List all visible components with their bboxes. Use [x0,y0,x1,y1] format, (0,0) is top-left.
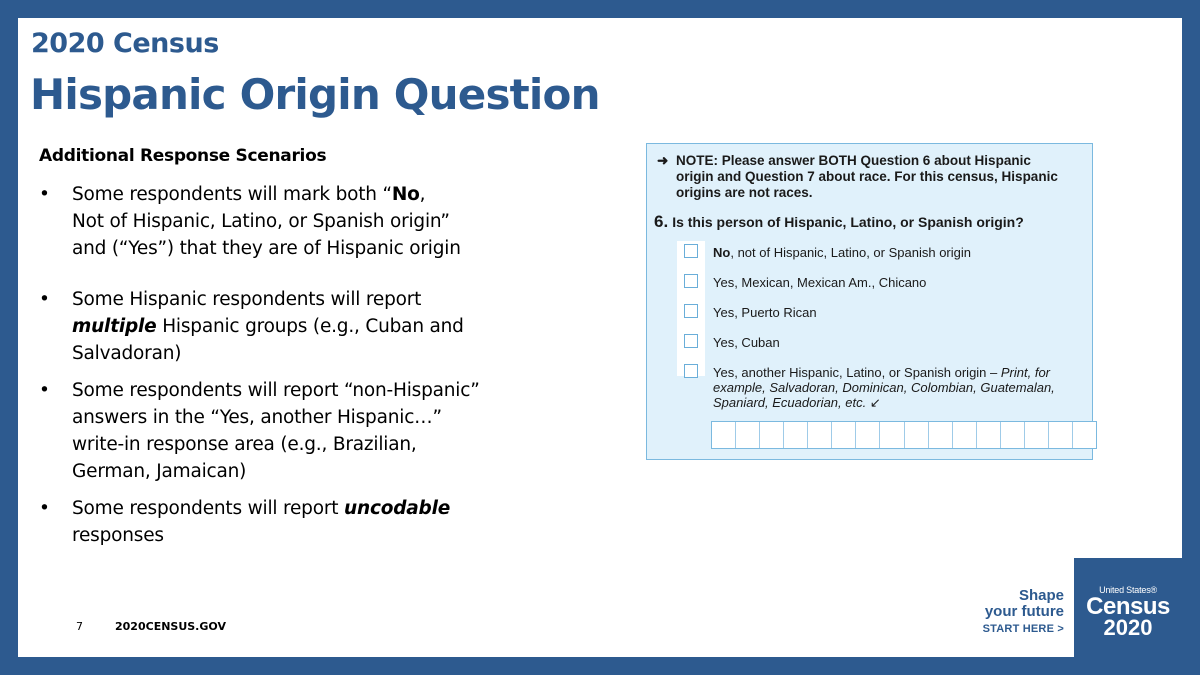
bullet-item [39,181,559,262]
write-in-cell[interactable] [905,422,929,448]
option-label [713,275,926,290]
option-label [713,365,1055,410]
option-no[interactable] [677,241,1087,271]
checkbox[interactable] [684,304,698,318]
section-heading: Additional Response Scenarios [39,146,327,166]
option-label-italic: Print, for [1000,365,1050,380]
tagline-line: your future [984,603,1064,620]
option-label-italic: example, Salvadoran, Dominican, Colombian, Guatemalan, [713,380,1055,395]
write-in-cell[interactable] [832,422,856,448]
option-label-text: Yes, Puerto Rican [713,305,817,320]
option-label-italic: Spaniard, Ecuadorian, etc. [713,395,867,410]
write-in-cell[interactable] [880,422,904,448]
bullet-line [72,495,559,522]
site-url: 2020CENSUS.GOV [115,620,226,633]
note-line: origins are not races. [676,185,813,200]
bullet-line: Salvadoran) [72,343,182,364]
option-cuban[interactable] [677,331,1087,361]
option-another-hispanic[interactable] [677,361,1087,410]
start-here-link[interactable]: START HERE > [982,623,1064,635]
option-mexican[interactable] [677,271,1087,301]
write-in-cell[interactable] [929,422,953,448]
option-label-text: , not of Hispanic, Latino, or Spanish origin [730,245,971,260]
bullet-item [39,495,559,549]
write-in-cell[interactable] [1073,422,1096,448]
logo-census-text: Census [1086,593,1170,620]
text-run-bold-italic: uncodable [344,498,451,519]
census-2020-logo [1074,558,1182,657]
note-line: NOTE: Please answer BOTH Question 6 about Hispanic [676,153,1031,168]
bullet-line: and (“Yes”) that they are of Hispanic origin [72,238,461,259]
checkbox[interactable] [684,364,698,378]
text-run: Some respondents will mark both “ [72,184,392,205]
tagline-line: Shape [1018,587,1064,604]
write-in-cell[interactable] [953,422,977,448]
question-text: Is this person of Hispanic, Latino, or Spanish origin? [672,214,1024,230]
bullet-line: Some respondents will report “non-Hispanic” [72,380,480,401]
text-run: , [419,184,426,205]
form-note [657,153,1087,201]
write-in-cell[interactable] [977,422,1001,448]
bullet-line: responses [72,525,164,546]
option-label-text: Yes, Cuban [713,335,780,350]
option-label [713,245,971,260]
text-run-bold: No [391,184,420,205]
checkbox[interactable] [684,334,698,348]
write-in-cell[interactable] [1025,422,1049,448]
question-6 [654,212,1024,232]
logo-small-text: United States® [1099,585,1157,595]
write-in-cell[interactable] [784,422,808,448]
question-number: 6. [654,212,669,231]
bullet-item [39,286,559,367]
write-in-cell[interactable] [1049,422,1073,448]
checkbox[interactable] [684,244,698,258]
option-puerto-rican[interactable] [677,301,1087,331]
text-run: Hispanic groups (e.g., Cuban and [156,316,464,337]
page-number: 7 [76,620,83,633]
checkbox[interactable] [684,274,698,288]
bullet-marker: • [39,380,50,401]
option-label [713,335,780,350]
write-in-cell[interactable] [760,422,784,448]
census-form-excerpt [646,143,1093,460]
bullet-line [72,313,559,340]
pointer-arrow-icon: ↙ [869,395,881,410]
slide-title: Hispanic Origin Question [30,70,600,119]
bullet-marker: • [39,498,50,519]
bullet-list [39,181,559,549]
write-in-cell[interactable] [712,422,736,448]
bullet-line: answers in the “Yes, another Hispanic…” [72,407,442,428]
bullet-line [72,181,559,208]
write-in-cell[interactable] [736,422,760,448]
note-line: origin and Question 7 about race. For this census, Hispanic [676,169,1058,184]
option-label-text: Yes, Mexican, Mexican Am., Chicano [713,275,927,290]
bullet-line: German, Jamaican) [72,461,247,482]
bullet-marker: • [39,184,50,205]
text-run-bold-italic: multiple [72,316,157,337]
bullet-item [39,377,559,485]
bullet-marker: • [39,289,50,310]
bullet-line: write-in response area (e.g., Brazilian, [72,434,417,455]
write-in-cell[interactable] [856,422,880,448]
slide [18,18,1182,657]
write-in-box[interactable] [711,421,1097,449]
text-run: Some respondents will report [72,498,344,519]
option-label [713,305,817,320]
arrow-right-icon: ➜ [657,153,669,168]
write-in-cell[interactable] [1001,422,1025,448]
answer-options [677,241,1087,410]
bullet-line: Some Hispanic respondents will report [72,289,422,310]
option-label-text: Yes, another Hispanic, Latino, or Spanish origin – [713,365,1001,380]
write-in-cell[interactable] [808,422,832,448]
bullet-line: Not of Hispanic, Latino, or Spanish origin” [72,211,450,232]
option-label-bold: No [713,245,731,260]
tagline[interactable] [960,588,1064,637]
logo-year-text: 2020 [1103,615,1153,640]
slide-subtitle: 2020 Census [31,28,219,59]
